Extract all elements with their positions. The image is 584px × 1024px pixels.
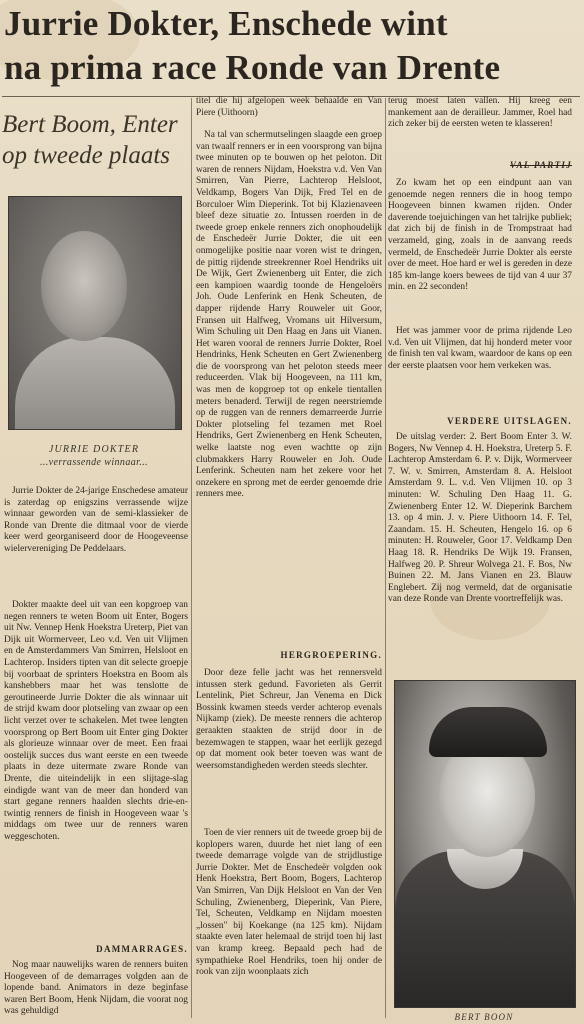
body-paragraph: titel die hij afgelopen week behaalde en Van Piere (Uithoorn) xyxy=(196,96,382,118)
section-heading-verdere-uitslagen: VERDERE UITSLAGEN. xyxy=(447,416,572,426)
article-column-3-top xyxy=(388,96,572,131)
article-intro xyxy=(4,486,188,556)
photo-figure-cap xyxy=(429,707,547,757)
photo-figure-face xyxy=(41,231,127,341)
results-paragraph: De uitslag verder: 2. Bert Boom Enter 3. W. Bogers, Nw Vennep 4. H. Hoekstra, Ureterp 5. F. Lachterop Amsterdam 6. P. v. Dijk, Wormerveer 7. W. v. Smirren, Amsterdam 8. A. Helsloot Amsterdam 9. L. v.d. Ven Vlijmen 10. op 3 minuten: W. Schuling Den Haag 11. G. Zwienenberg Enter 12. W. Dieperink Barchem 13. op 4 min. J. v. Piere Uithoorn 14. F. Tel, Zaandam. 15. H. Scheuten, Hengelo 16. op 6 minuten: H. Rouweler, Goor 17. Veldkamp Den Haag 18. R. Hendriks De Wijk 19. Fransen, Halfweg 20. P. Shreur Wolvega 21. F. Bos, Nw Buinen 22. M. Jans Vianen en 23. Blauw Englebert. Zij nog vermeld, dat de organisatie van deze Ronde van Drente voortreffelijk was. xyxy=(388,432,572,605)
photo-jurrie-dokter xyxy=(8,196,182,430)
article-column-1 xyxy=(4,600,188,843)
body-paragraph: Toen de vier renners uit de tweede groep bij de koplopers waren, duurde het niet lang of een tweede demarrage volgde van de strijdlustige Jurrie Dokter. Met de Enschedeër volgden ook Henk Hoekstra, Bert Boom, Bogers, Lachterop Van Smirren, Van Dijk Helsloot en Van der Ven Schuling, Zwienenberg, Dieperink, Van Piere, Tel, Scheuten, Veldkamp en Nijdam moesten „lossen" bij Koekange (na 125 km). Nijdam staakte even later helemaal de strijd toen hij last van kramp kreeg. Bepaald pech had de sympathieke Roel Hendriks, toen hij onder de rook van zijn woonplaats zich xyxy=(196,828,382,978)
article-column-2 xyxy=(196,130,382,501)
section-heading-dammarrages: DAMMARRAGES. xyxy=(96,944,188,954)
photo-caption-name: JURRIE DOKTER xyxy=(48,444,140,455)
headline-line-2: na prima race Ronde van Drente xyxy=(4,48,501,87)
results-list xyxy=(388,432,572,606)
section-heading-valpartij: VAL PARTIJ xyxy=(509,160,572,170)
photo-figure-body xyxy=(15,337,175,429)
body-paragraph: Door deze felle jacht was het rennersveld intussen sterk gedund. Favorieten als Gerrit Lentelink, Piet Schreur, Jan Venema en Dick Bossink kwamen steeds verder achterop evenals Nijkamp (ziek). De meeste renners die achterop geraakten staakten de strijd door in de bezemwagen te stappen, waar het eerlijk gezegd op dat moment ook beter toeven was want de weersomstandigheden werden steeds slechter. xyxy=(196,668,382,771)
subheadline-line-1: Bert Boom, Enter xyxy=(2,111,178,138)
column-rule xyxy=(191,98,192,1018)
subheadline-line-2: op tweede plaats xyxy=(2,142,171,169)
body-paragraph: Na tal van schermutselingen slaagde een groep van twaalf renners er in een voorsprong van bijna twee minuten op te bouwen op het peloton. Dit waren de renners Nijdam, Hoekstra v.d. Ven Van Smirren, Van Pierre, Lachterop Helsloot, Veldkamp, Bogers Van Dijk, Fred Tel en de Borculoer Wim Dieperink. Tot bij Klazienaveen bleef deze situatie zo. Intussen roerden in de tweede groep enkele renners zich onophoudelijk de Enschedeër Jurrie Dokter, die uit een onmogelijke positie naar voren wist te dringen, de pittig rijdende streekrenner Roel Hendriks uit De Wijk, Gert Zwienenberg uit Enter, die zich een kampioen waardig toonde de Hengeloërs Joh. Oude Lenferink en Henk Scheuten, de dapper rijdende Harry Rouweler uit Goor, Fransen uit Halfweg, Vromans uit Hilversum, Wim Schuling uit Den Haag en Jans uit Vianen. Het waren vooral de renners Jurrie Dokter, Roel Hendrinks, Henk Scheuten en Gert Zwienenberg die de voorsprong van het peloton steeds meer reduceerden. Vlak bij Hoogeveen, na 111 km, was men de kopgroep tot op enkele tientallen meters benaderd. Terwijl de regen neerstriemde op de ruggen van de renners demarreerde Jurrie Dokter plotseling fel tezamen met Roel Hendriks, Gert Zwienenberg en Henk Scheuten, welke laatste nog even wachtte op zijn clubmakkers Harry Rouweler en Joh. Oude Lenferink. Scheuten nam het zekere voor het onzekere en sprong met de eerder genoemde drie renners mee. xyxy=(196,130,382,500)
photo-bert-boon xyxy=(394,680,576,1008)
intro-paragraph: Jurrie Dokter de 24-jarige Enschedese amateur is zaterdag op enigszins verrassende wijze winnaar geworden van de semi-klassieker de Ronde van Drente die ditmaal voor de vierde keer werd georganiseerd door de Hoogeveense wielervereniging De Peddelaars. xyxy=(4,486,188,554)
article-column-2-end xyxy=(196,828,382,979)
photo-caption-sub: ...verrassende winnaar... xyxy=(39,457,149,468)
body-paragraph: Zo kwam het op een eindpunt aan van genoemde negen renners die in hoog tempo Hoogeveen binnen kwamen rijden. Onder daverende toejuichingen van het talrijke publiek; dat zich bij de finish in de Trompstraat had verzameld, ging, zoals in de aanvang reeds vermeld, de Enschedeër Jurrie Dokter als eerste over de meet. Hoe hard er wel is gereden in deze 185 km-lange koers bewees de tijd van 4 uur 37 min. en 22 seconden! xyxy=(388,178,572,293)
headline-line-1: Jurrie Dokter, Enschede wint xyxy=(4,4,448,43)
photo-caption-name: BERT BOON xyxy=(454,1012,514,1022)
body-paragraph: Nog maar nauwelijks waren de renners buiten Hoogeveen of de demarrages volgden aan de lopende band. Animators in deze beginfase waren Bert Boom, Henk Nijdam, die voorat nog was gehuldigd xyxy=(4,960,188,1017)
section-heading-hergroepering: HERGROEPERING. xyxy=(280,650,382,660)
body-paragraph: Het was jammer voor de prima rijdende Leo v.d. Ven uit Vlijmen, dat hij honderd meter voor de finish ten val kwam, waardoor de kans op een der eerste plaatsen voor hem verkeken was. xyxy=(388,326,572,371)
article-column-3-b xyxy=(388,326,572,372)
article-column-2-top xyxy=(196,96,382,119)
column-rule xyxy=(385,98,386,1018)
article-column-1-end xyxy=(4,960,188,1018)
article-column-2-mid xyxy=(196,668,382,772)
body-paragraph: Dokter maakte deel uit van een kopgroep van negen renners te weten Boom uit Enter, Bogers uit Nw. Vennep Henk Hoekstra Ureterp, Piet van Dijk uit Wormerveer, Leo v.d. Ven uit Vlijmen en de Amsterdammers Van Smirren, Helsloot en Lachterop. Insiders tipten van dit selecte groepje bij voorbaat de sprinters Hoekstra en Boom als kanshebbers maar het was tenslotte de geroutineerde Jurrie Dokter die als winnaar uit de strijd kwam door plotseling van zwaar op een licht verzet over te schakelen. Met twee lengten voorsprong op Bert Boom uit Enter ging Dokter als glorieuze winnaar over de meet. Een fraai oostelijk succes dus want eerste en een tweede plaats in deze uitermate zware Ronde van Drente, die uiteindelijk in een slijtage-slag eindigde want van de meer dan honderd van start gegane renners haalden slechts drie-en-twintig renners de finish in Hoogeveen waar 's middags om twee uur de renners waren weggeschoten. xyxy=(4,600,188,842)
article-column-3 xyxy=(388,178,572,294)
body-paragraph: terug moest laten vallen. Hij kreeg een mankement aan de derailleur. Jammer, Roel had zich zeker bij de eersten weten te klasseren! xyxy=(388,96,572,130)
